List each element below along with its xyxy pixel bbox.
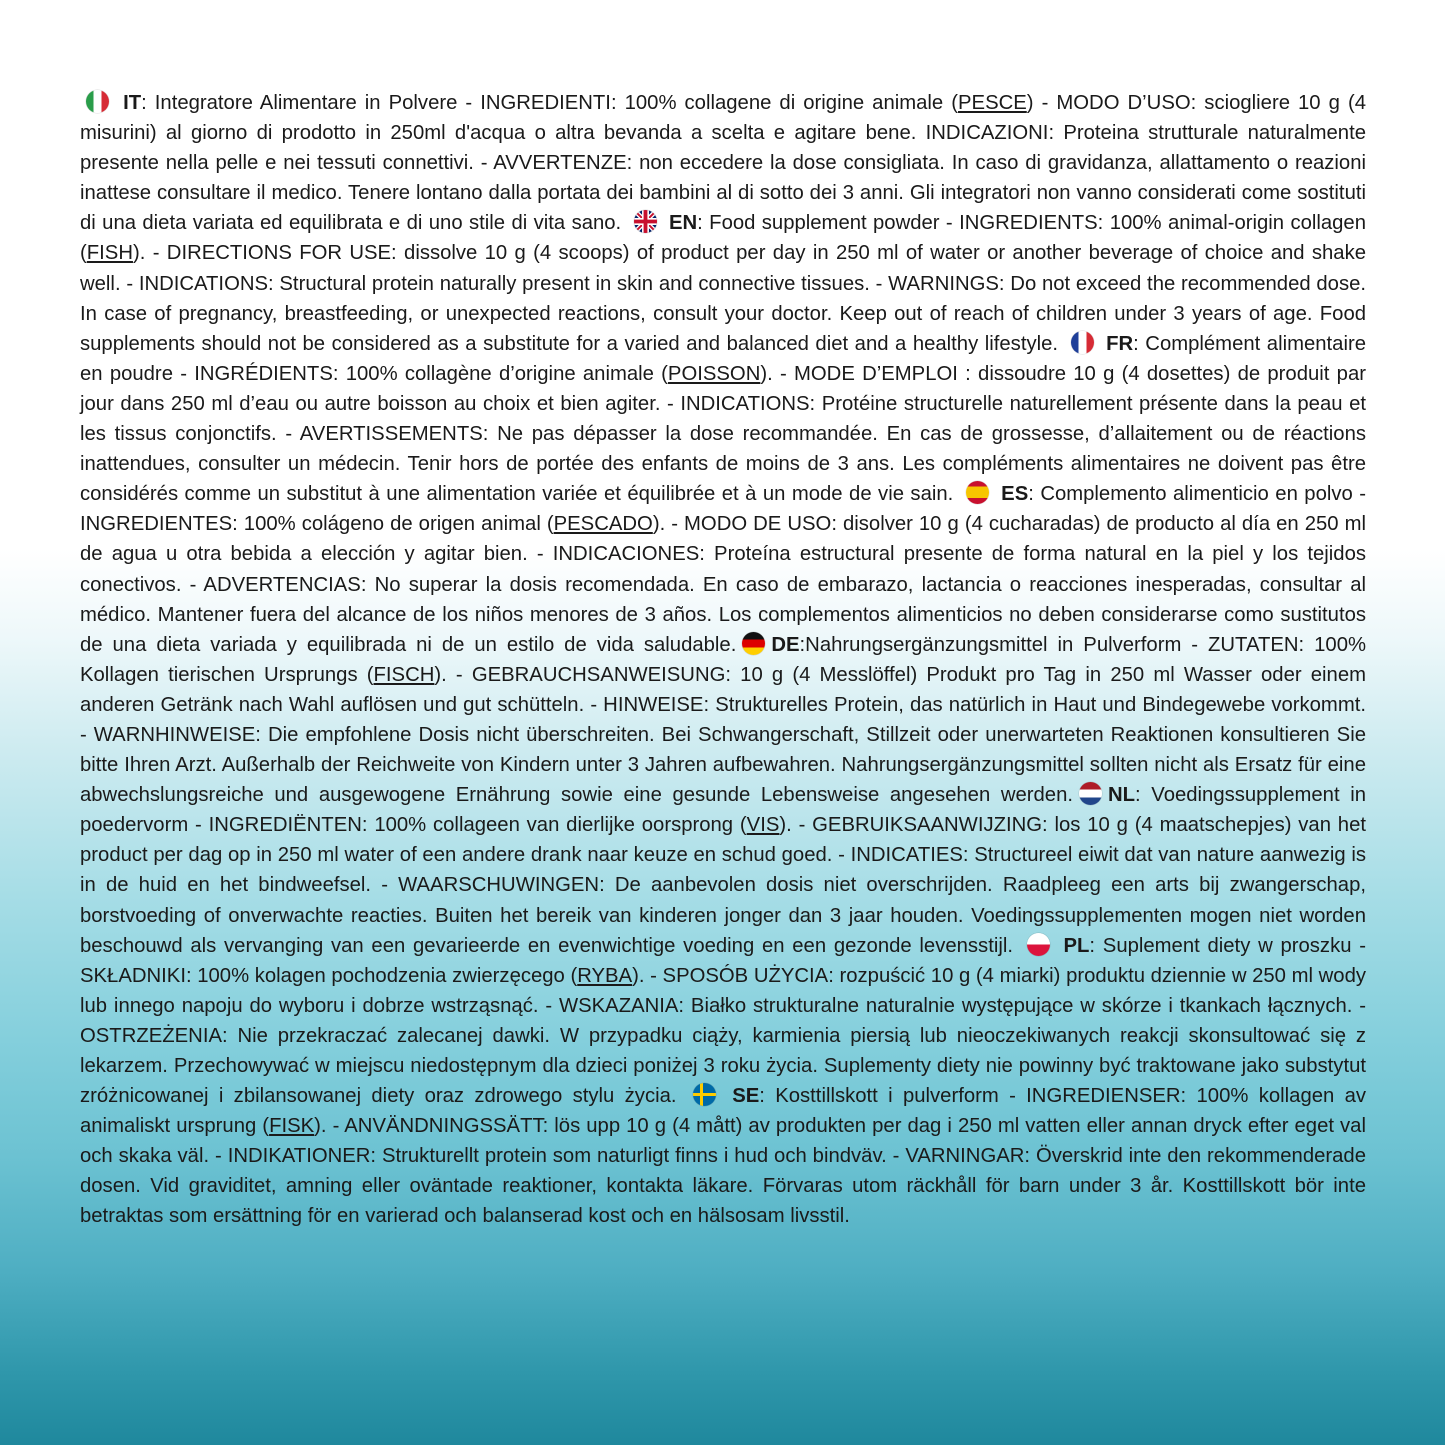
language-code-en: EN	[668, 212, 698, 235]
section-text-fr-rest: ). - MODE D’EMPLOI : dissoudre 10 g (4 dosettes) de produit par jour dans 250 ml d’eau ou autre boisson au choix et bien agiter. - INDICATIONS: Protéine structurelle naturellement présente dans la peau et les tissus conjonctifs. - AVERTISSEMENTS: Ne pas dépasser la dose recommandée. En cas de grossesse, d’allaitement ou de réactions inattendues, consulter un médecin. Tenir hors de portée des enfants de moins de 3 ans. Les compléments alimentaires ne doivent pas être considérés comme un substitut à une alimentation variée et équilibrée et à un mode de vie sain.	[80, 362, 1366, 506]
section-text-se-rest: ). - ANVÄNDNINGSSÄTT: lös upp 10 g (4 mått) av produkten per dag i 250 ml vatten eller annan dryck efter eget val och skaka väl. - INDIKATIONER: Strukturellt protein som naturligt finns i hud och bindväv. - VARNINGAR: Överskrid inte den rekommenderade dosen. Vid graviditet, amning eller oväntade reaktioner, kontakta läkare. Förvaras utom räckhåll för barn under 3 år. Kosttillskott bör inte betraktas som ersättning för en varierad och balanserad kost och en hälsosam livsstil.	[80, 1115, 1366, 1228]
netherlands-flag-icon	[1079, 782, 1102, 805]
allergen-es: PESCADO	[553, 513, 653, 536]
section-text-it-rest: ) - MODO D’USO: sciogliere 10 g (4 misurini) al giorno di prodotto in 250ml d'acqua o altra bevanda a scelta e agitare bene. INDICAZIONI: Proteina strutturale naturalmente presente nella pelle e nei tessuti connettivi. - AVVERTENZE: non eccedere la dose consigliata. In caso di gravidanza, allattamento o reazioni inattese consultare il medico. Tenere lontano dalla portata dei bambini al di sotto dei 3 anni. Gli integratori non vanno considerati come sostituti di una dieta variata ed equilibrata e di uno stile di vita sano.	[80, 92, 1366, 235]
section-text-de-rest: ). - GEBRAUCHSANWEISUNG: 10 g (4 Messlöffel) Produkt pro Tag in 250 ml Wasser oder einem anderen Getränk nach Wahl auflösen und gut schütteln. - HINWEISE: Strukturelles Protein, das natürlich in Haut und Bindegewebe vorkommt. - WARNHINWEISE: Die empfohlene Dosis nicht überschreiten. Bei Schwangerschaft, Stillzeit oder unerwarteten Reaktionen konsultieren Sie bitte Ihren Arzt. Außerhalb der Reichweite von Kindern unter 3 Jahren aufbewahren. Nahrungsergänzungsmittel sollten nicht als Ersatz für eine abwechslungsreiche und ausgewogene Ernährung sowie eine gesunde Lebensweise angesehen werden.	[80, 663, 1367, 807]
section-text-es-rest: ). - MODO DE USO: disolver 10 g (4 cucharadas) de producto al día en 250 ml de agua u otra bebida a elección y agitar bien. - INDICACIONES: Proteína estructural presente de forma natural en la piel y los tejidos conectivos. - ADVERTENCIAS: No superar la dosis recomendada. En caso de embarazo, lactancia o reacciones inesperadas, consultar al médico. Mantener fuera del alcance de los niños menores de 3 años. Los complementos alimenticios no deben considerarse como sustitutos de una dieta variada y equilibrada ni de un estilo de vida saludable.	[80, 513, 1367, 656]
section-text-es: : Complemento alimenticio en polvo - INGREDIENTES: 100% colágeno de origen animal (	[80, 483, 1366, 536]
section-text-fr: : Complément alimentaire en poudre - INGRÉDIENTS: 100% collagène d’origine animale (	[80, 332, 1367, 385]
allergen-nl: VIS	[746, 814, 780, 837]
section-text-en: : Food supplement powder - INGREDIENTS: 100% animal-origin collagen (	[80, 212, 1366, 265]
section-text-pl-rest: ). - SPOSÓB UŻYCIA: rozpuścić 10 g (4 miarki) produktu dziennie w 250 ml wody lub innego napoju do wyboru i dobrze wstrząsnąć. - WSKAZANIA: Białko strukturalne naturalnie występujące w skórze i tkankach łącznych. - OSTRZEŻENIA: Nie przekraczać zalecanej dawki. W przypadku ciąży, karmienia piersią lub nieoczekiwanych reakcji skonsultować się z lekarzem. Przechowywać w miejscu niedostępnym dla dzieci poniżej 3 roku życia. Suplementy diety nie powinny być traktowane jako substytut zróżnicowanej i zbilansowanej diety oraz zdrowego stylu życia.	[80, 964, 1366, 1108]
section-text-nl: : Voedingssupplement in poedervorm - INGREDIËNTEN: 100% collageen van dierlijke oorsprong (	[80, 784, 1366, 837]
section-text-en-rest: ). - DIRECTIONS FOR USE: dissolve 10 g (4 scoops) of product per day in 250 ml of water or another beverage of choice and shake well. - INDICATIONS: Structural protein naturally present in skin and connective tissues. - WARNINGS: Do not exceed the recommended dose. In case of pregnancy, breastfeeding, or unexpected reactions, consult your doctor. Keep out of reach of children under 3 years of age. Food supplements should not be considered as a substitute for a varied and balanced diet and a healthy lifestyle.	[80, 242, 1366, 355]
section-text-it: : Integratore Alimentare in Polvere - INGREDIENTI: 100% collagene di origine animale (	[141, 92, 959, 114]
multilingual-label-text	[80, 88, 1366, 1232]
allergen-en: FISH	[86, 242, 133, 265]
language-code-it: IT	[123, 92, 142, 114]
language-code-de: DE	[771, 633, 800, 656]
section-text-se: : Kosttillskott i pulverform - INGREDIENSER: 100% kollagen av animaliskt ursprung (	[80, 1085, 1367, 1138]
germany-flag-icon	[742, 632, 765, 655]
allergen-de: FISCH	[373, 663, 435, 686]
allergen-pl: RYBA	[577, 964, 633, 987]
uk-flag-icon	[634, 210, 657, 233]
italy-flag-icon	[86, 90, 109, 113]
poland-flag-icon	[1027, 933, 1050, 956]
spain-flag-icon	[966, 481, 989, 504]
language-code-nl: NL	[1108, 784, 1136, 807]
language-code-fr: FR	[1106, 332, 1134, 355]
section-text-de: :Nahrungsergänzungsmittel in Pulverform - ZUTATEN: 100% Kollagen tierischen Ursprungs (	[80, 633, 1367, 686]
sweden-flag-icon	[693, 1083, 716, 1106]
allergen-se: FISK	[269, 1115, 315, 1138]
section-text-pl: : Suplement diety w proszku - SKŁADNIKI: 100% kolagen pochodzenia zwierzęcego (	[80, 934, 1366, 987]
section-text-nl-rest: ). - GEBRUIKSAANWIJZING: los 10 g (4 maatschepjes) van het product per dag op in 250 ml water of een andere drank naar keuze en schud goed. - INDICATIES: Structureel eiwit dat van nature aanwezig is in de huid en het bindweefsel. - WAARSCHUWINGEN: De aanbevolen dosis niet overschrijden. Raadpleeg een arts bij zwangerschap, borstvoeding of onverwachte reacties. Buiten het bereik van kinderen jonger dan 3 jaar houden. Voedingssupplementen mogen niet worden beschouwd als vervanging van een gevarieerde en evenwichtige voeding en een gezonde levensstijl.	[80, 814, 1367, 957]
allergen-it: PESCE	[958, 92, 1027, 114]
language-code-pl: PL	[1063, 934, 1090, 957]
language-code-se: SE	[732, 1085, 760, 1108]
language-code-es: ES	[1001, 483, 1029, 506]
allergen-fr: POISSON	[667, 362, 761, 385]
france-flag-icon	[1071, 331, 1094, 354]
